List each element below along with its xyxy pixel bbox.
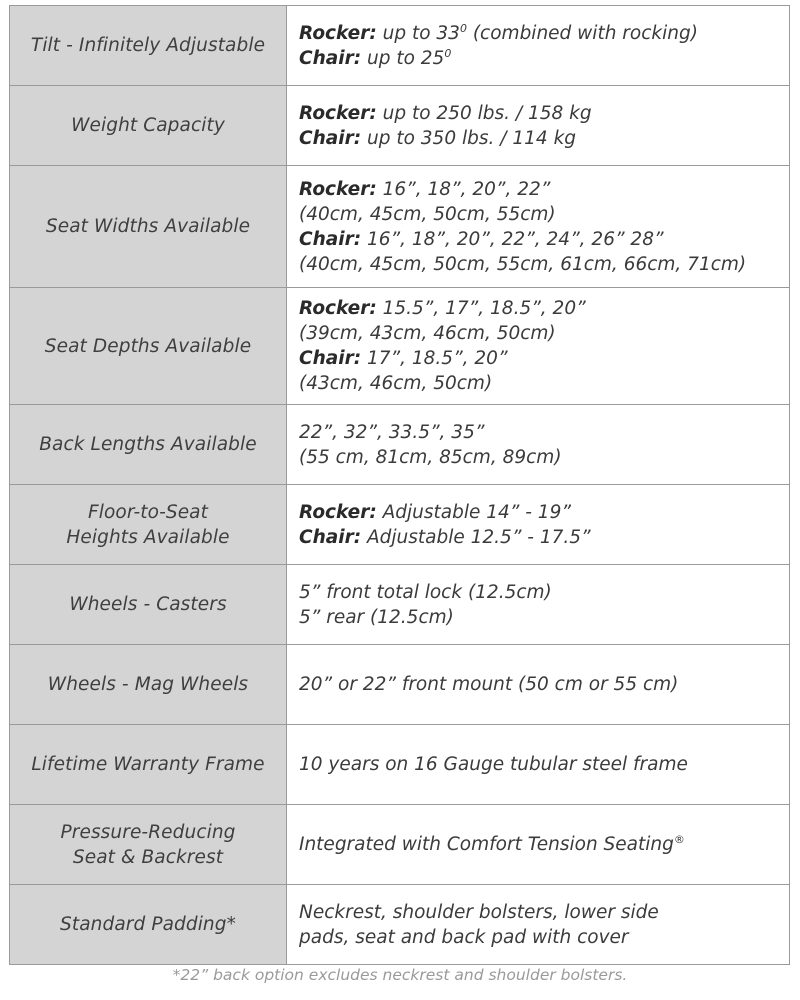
spec-value-text: pads, seat and back pad with cover (299, 926, 629, 948)
spec-label (10, 885, 287, 965)
spec-row (10, 565, 790, 645)
spec-value (287, 565, 790, 645)
spec-value-prefix: Rocker: (299, 501, 377, 523)
spec-row (10, 725, 790, 805)
spec-value-line (299, 227, 785, 252)
spec-value-text: (55 cm, 81cm, 85cm, 89cm) (299, 446, 562, 468)
spec-value-text: Integrated with Comfort Tension Seating (299, 834, 674, 855)
spec-label-line: Heights Available (66, 526, 230, 548)
spec-value (287, 166, 790, 288)
spec-label-line: Tilt - Infinitely Adjustable (30, 35, 266, 56)
spec-value-text: 16”, 18”, 20”, 22”, 24”, 26” 28” (361, 228, 664, 250)
spec-value-text: (40cm, 45cm, 50cm, 55cm) (299, 203, 556, 225)
spec-value-text: 5” front total lock (12.5cm) (299, 581, 552, 603)
spec-value-line (299, 296, 785, 321)
spec-value-text: 22”, 32”, 33.5”, 35” (299, 421, 485, 443)
spec-value-prefix: Rocker: (299, 102, 377, 124)
footnote: *22” back option excludes neckrest and shoulder bolsters. (172, 966, 628, 984)
spec-value-line (299, 525, 785, 550)
spec-value-line (299, 346, 785, 371)
spec-label-line: Pressure-Reducing (60, 821, 236, 843)
spec-label-line: Lifetime Warranty Frame (31, 754, 265, 775)
spec-table (9, 5, 790, 965)
spec-label-line: Back Lengths Available (39, 434, 257, 455)
spec-value-prefix: Chair: (299, 127, 362, 149)
spec-value-line (299, 605, 785, 630)
spec-value (287, 405, 790, 485)
spec-label (10, 86, 287, 166)
spec-value-line (299, 46, 785, 71)
spec-row (10, 6, 790, 86)
spec-value-text: (40cm, 45cm, 50cm, 55cm, 61cm, 66cm, 71cm) (299, 253, 747, 275)
spec-row (10, 86, 790, 166)
spec-label-line: Wheels - Mag Wheels (47, 674, 249, 695)
spec-value-line (299, 925, 785, 950)
spec-label (10, 485, 287, 565)
spec-value (287, 86, 790, 166)
spec-value-prefix: Rocker: (299, 22, 377, 44)
spec-label (10, 725, 287, 805)
spec-row (10, 288, 790, 405)
spec-label-line: Weight Capacity (71, 115, 225, 136)
spec-value-line (299, 252, 785, 277)
spec-value-line (299, 420, 785, 445)
spec-value-text: 16”, 18”, 20”, 22” (376, 178, 551, 200)
spec-value-suffix: (combined with rocking) (466, 22, 698, 44)
spec-row (10, 485, 790, 565)
spec-value-text: (39cm, 43cm, 46cm, 50cm) (299, 323, 556, 344)
spec-value-text: Adjustable 12.5” - 17.5” (361, 526, 591, 548)
spec-label (10, 6, 287, 86)
spec-row (10, 805, 790, 885)
spec-value-text: up to 250 lbs. / 158 kg (376, 102, 592, 124)
spec-value (287, 6, 790, 86)
spec-value-superscript: ® (673, 833, 685, 846)
spec-value-text: up to 25 (361, 47, 445, 69)
spec-value-line (299, 445, 785, 470)
spec-value (287, 885, 790, 965)
spec-value-text: (43cm, 46cm, 50cm) (299, 373, 493, 394)
spec-value-text: 5” rear (12.5cm) (299, 606, 454, 628)
spec-value-text: 20” or 22” front mount (50 cm or 55 cm) (299, 674, 679, 695)
spec-value-superscript: 0 (459, 21, 467, 35)
spec-value-line (299, 832, 785, 857)
spec-value-superscript: 0 (444, 46, 452, 60)
spec-value (287, 805, 790, 885)
spec-label-line: Seat Depths Available (44, 335, 252, 357)
spec-value-line (299, 202, 785, 227)
spec-value-line (299, 580, 785, 605)
spec-value-line (299, 321, 785, 346)
spec-value (287, 645, 790, 725)
spec-value-text: 17”, 18.5”, 20” (361, 348, 508, 369)
spec-row (10, 645, 790, 725)
spec-label (10, 405, 287, 485)
spec-value (287, 288, 790, 405)
spec-value-prefix: Chair: (299, 228, 362, 250)
spec-value-line (299, 500, 785, 525)
spec-label-line: Seat Widths Available (45, 216, 251, 237)
spec-value-line (299, 101, 785, 126)
spec-value-text: up to 33 (376, 22, 460, 44)
spec-value-prefix: Rocker: (299, 178, 377, 200)
spec-value-line (299, 752, 785, 777)
spec-value-text: 15.5”, 17”, 18.5”, 20” (376, 298, 586, 319)
spec-value-line (299, 126, 785, 151)
spec-label (10, 565, 287, 645)
spec-label-line: Standard Padding* (60, 914, 236, 935)
spec-label (10, 288, 287, 405)
spec-value-line (299, 371, 785, 396)
spec-value-text: Adjustable 14” - 19” (376, 501, 571, 523)
spec-label-line: Seat & Backrest (72, 846, 224, 868)
spec-value-prefix: Chair: (299, 348, 362, 369)
spec-row (10, 885, 790, 965)
spec-value-prefix: Rocker: (299, 298, 377, 319)
spec-value-text: Neckrest, shoulder bolsters, lower side (299, 901, 659, 923)
spec-value-prefix: Chair: (299, 526, 362, 548)
spec-value (287, 725, 790, 805)
spec-label-line: Wheels - Casters (69, 594, 227, 615)
spec-label (10, 805, 287, 885)
spec-value-prefix: Chair: (299, 47, 362, 69)
spec-value-line (299, 672, 785, 697)
spec-table-body (10, 6, 790, 965)
spec-value-line (299, 177, 785, 202)
spec-row (10, 166, 790, 288)
spec-label (10, 166, 287, 288)
spec-label-line: Floor-to-Seat (88, 501, 208, 523)
spec-value-text: 10 years on 16 Gauge tubular steel frame (299, 754, 688, 775)
spec-row (10, 405, 790, 485)
spec-label (10, 645, 287, 725)
spec-value (287, 485, 790, 565)
spec-value-line (299, 900, 785, 925)
spec-value-line (299, 21, 785, 46)
spec-value-text: up to 350 lbs. / 114 kg (361, 127, 577, 149)
